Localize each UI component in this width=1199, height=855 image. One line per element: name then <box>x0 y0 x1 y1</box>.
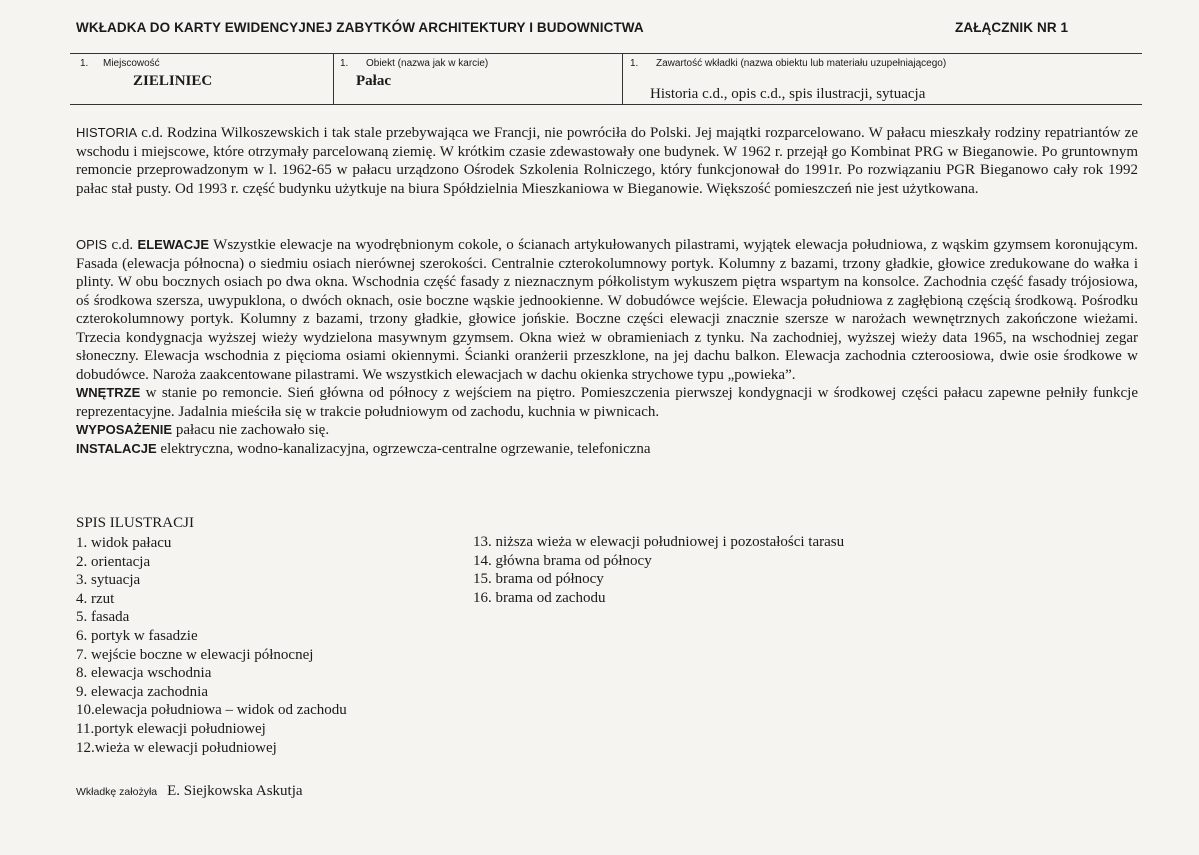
illustrations-list-right <box>473 533 844 607</box>
list-item: 10.elewacja południowa – widok od zachodu <box>76 702 347 719</box>
illustrations-list-left <box>76 534 347 757</box>
attachment-label: ZAŁĄCZNIK NR 1 <box>955 20 1069 35</box>
footer-author: E. Siejkowska Askutja <box>167 783 303 799</box>
history-text: c.d. Rodzina Wilkoszewskich i tak stale przebywająca we Francji, nie powróciła do Polski. Jej majątki rozparcelowano. W pałacu mieszkały rodziny repatriantów ze wschodu i miejscowe, które otrzymały parcelowaną ziemię. W krótkim czasie zdewastowały one budynek. W 1962 r. przejął go Kombinat PRG w Bieganowie. Po gruntownym remoncie przeprowadzonym w l. 1962-65 w pałacu urządzono Ośrodek Szkolenia Rolniczego, który funkcjonował do 1991r. Po rozwiązaniu PGR Bieganowo cały rok 1992 pałac stał pusty. Od 1993 r. część budynku użytkuje na biura Spółdzielnia Mieszkaniowa w Bieganowie. Większość pomieszczeń nie jest użytkowana. <box>76 125 1138 197</box>
description-cd: c.d. <box>107 237 138 253</box>
list-item: 15. brama od północy <box>473 571 604 588</box>
column-divider <box>333 53 334 105</box>
list-item: 14. główna brama od północy <box>473 552 652 569</box>
installations-heading: INSTALACJE <box>76 440 157 456</box>
list-item: 5. fasada <box>76 609 130 626</box>
furnishing-heading: WYPOSAŻENIE <box>76 422 173 437</box>
object-value: Pałac <box>356 73 391 89</box>
elevations-text: Wszystkie elewacje na wyodrębnionym cokole, o ścianach artykułowanych pilastrami, wyjątek elewacja południowa, z wąskim gzymsem koronującym. Fasada (elewacja północna) o siedmiu osiach nierównej szerokości. Centralnie czterokolumnowy portyk. Kolumny z bazami, trzony gładkie, głowice zredukowane do wałka i plinty. W obu bocznych osiach po dwa okna. Wschodnia część fasady z nieznacznym półkolistym wykuszem piętra wspartym na konsolce. Zachodnia część fasady trójosiowa, oś środkowa szersza, uwypuklona, o dwóch oknach, osie boczne wąskie jednookienne. W dobudówce wejście. Elewacja południowa z zagłębioną częścią środkową. Pośrodku czterokolumnowy portyk. Kolumny z bazami, trzony gładkie, głowice jońskie. Boczne części elewacji znacznie szersze w narożach wewnętrznych zakończone wieżami. Trzecia kondygnacja wyższej wieży wydzielona masywnym gzymsem. Okna wież w obramieniach z tynku. Na zachodniej, wyższej wieży data 1965, na wschodniej zegar słoneczny. Elewacja wschodnia z pięcioma osiami okiennymi. Ścianki oranżerii przeszklone, na jej dachu balkon. Elewacja zachodnia czteroosiowa, dwie osie środkowe w dobudówce. Naroża zaakcentowane pilastrami. We wszystkich elewacjach w dachu okienka strychowe typu „powieka”. <box>76 237 1138 383</box>
interior-text: w stanie po remoncie. Sień główna od północy z wejściem na piętro. Pomieszczenia pierwszej kondygnacji w środkowej części pałacu zapewne pełniły funkcje reprezentacyjne. Jadalnia mieściła się w trakcie południowym od zachodu, kuchnia w piwnicach. <box>76 385 1138 420</box>
installations-text: elektryczna, wodno-kanalizacyjna, ogrzewcza-centralne ogrzewanie, telefoniczna <box>156 440 651 457</box>
contents-value: Historia c.d., opis c.d., spis ilustracji, sytuacja <box>650 86 926 102</box>
list-item: 6. portyk w fasadzie <box>76 627 198 644</box>
list-item: 9. elewacja zachodnia <box>76 683 209 700</box>
locality-value: ZIELINIEC <box>133 73 213 89</box>
furnishing-text: pałacu nie zachowało się. <box>172 422 330 438</box>
footer <box>76 782 303 800</box>
list-item: 8. elewacja wschodnia <box>76 665 212 682</box>
illustrations-heading: SPIS ILUSTRACJI <box>76 515 194 531</box>
field-number: 1. <box>630 58 639 69</box>
list-item: 3. sytuacja <box>76 572 141 589</box>
interior-heading: WNĘTRZE <box>76 385 141 400</box>
contents-label: Zawartość wkładki (nazwa obiektu lub materiału uzupełniającego) <box>656 58 947 69</box>
history-paragraph <box>76 124 1138 198</box>
footer-label: Wkładkę założyła <box>76 786 158 798</box>
object-label: Obiekt (nazwa jak w karcie) <box>366 58 489 69</box>
list-item: 1. widok pałacu <box>76 535 172 551</box>
description-heading: OPIS <box>76 237 108 252</box>
list-item: 11.portyk elewacji południowej <box>76 720 266 737</box>
history-heading: HISTORIA <box>76 125 138 140</box>
description-paragraph <box>76 236 1138 458</box>
list-item: 16. brama od zachodu <box>473 589 606 606</box>
list-item: 4. rzut <box>76 590 115 607</box>
list-item: 12.wieża w elewacji południowej <box>76 739 277 756</box>
column-divider <box>622 53 623 105</box>
field-number: 1. <box>80 58 89 69</box>
field-number: 1. <box>340 58 349 69</box>
list-item: 7. wejście boczne w elewacji północnej <box>76 646 314 663</box>
document-title: WKŁADKA DO KARTY EWIDENCYJNEJ ZABYTKÓW ARCHITEKTURY I BUDOWNICTWA <box>76 20 644 35</box>
list-item: 13. niższa wieża w elewacji południowej i pozostałości tarasu <box>473 534 845 550</box>
elevations-heading: ELEWACJE <box>137 237 210 252</box>
table-bottom-rule <box>70 104 1142 105</box>
list-item: 2. orientacja <box>76 553 151 570</box>
locality-label: Miejscowość <box>103 58 160 69</box>
table-top-rule <box>70 53 1142 54</box>
